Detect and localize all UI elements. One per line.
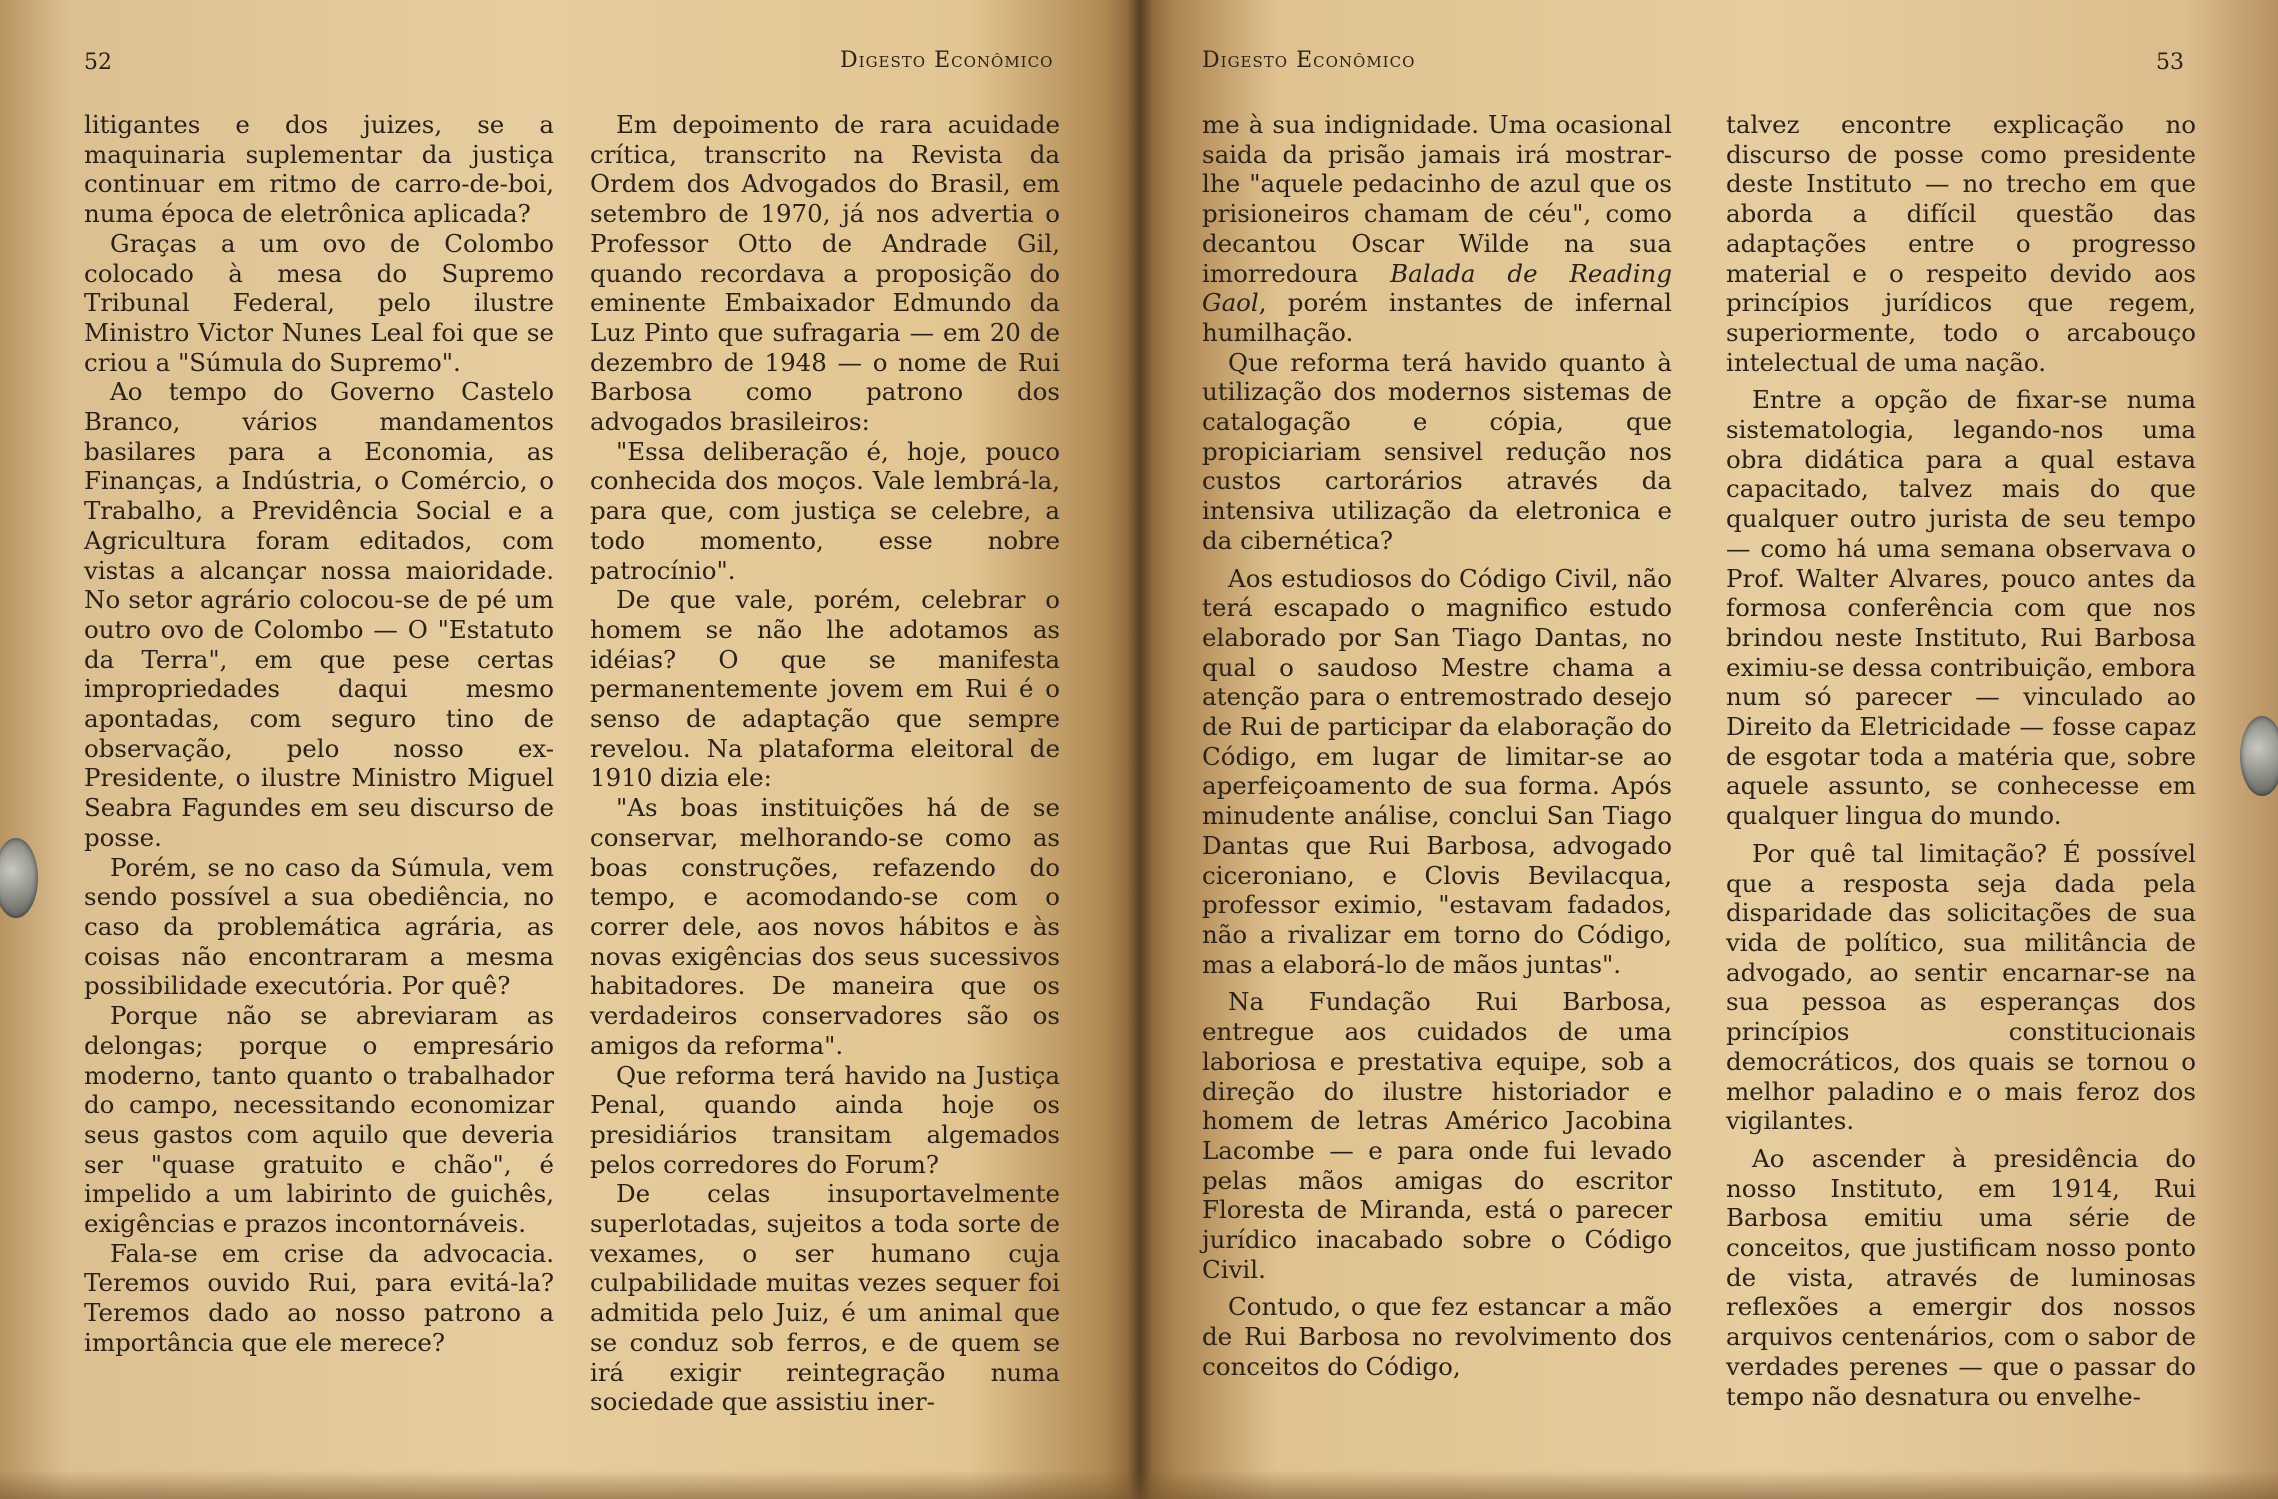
- right-running-header: Digesto Econômico: [1202, 48, 1416, 73]
- italic-title: Balada de Reading Gaol: [1202, 258, 1673, 318]
- right-column-2: [1726, 110, 2196, 1411]
- right-page-number: 53: [2156, 50, 2184, 75]
- right-column-1: [1202, 110, 1672, 1382]
- quote-paragraph: "Essa deliberação é, hoje, pouco conhecida dos moços. Vale lembrá-la, para que, com justiça se celebre, a todo momento, esse nobre patrocínio".: [590, 436, 1060, 585]
- paragraph: Em depoimento de rara acuidade crítica, transcrito na Revista da Ordem dos Advogados do Brasil, em setembro de 1970, já nos advertia o Professor Otto de Andrade Gil, quando recordava a proposição do eminente Embaixador Edmundo da Luz Pinto que sufragaria — em 20 de dezembro de 1948 — o nome de Rui Barbosa como patrono dos advogados brasileiros:: [590, 110, 1060, 437]
- paragraph: Ao ascender à presidência do nosso Instituto, em 1914, Rui Barbosa emitiu uma série de conceitos, que justificam nosso ponto de vista, através de luminosas reflexões a emergir dos nossos arquivos centenários, com o sabor de verdades perenes — que o passar do tempo não desnatura ou envelhe-: [1726, 1143, 2196, 1411]
- quote-paragraph: "As boas instituições há de se conservar, melhorando-se como as boas construções, refazendo do tempo, e acomodando-se com o correr dele, aos novos hábitos e às novas exigências dos seus sucessivos habitadores. De maneira que os verdadeiros conservadores são os amigos da reforma".: [590, 793, 1060, 1060]
- left-column-2: [590, 110, 1060, 1417]
- paragraph: Ao tempo do Governo Castelo Branco, vários mandamentos basilares para a Economia, as Finanças, a Indústria, o Comércio, o Trabalho, a Previdência Social e a Agricultura foram editados, com vistas a alcançar nossa maioridade. No setor agrário colocou-se de pé um outro ovo de Colombo — O "Estatuto da Terra", em que pese certas impropriedades daqui mesmo apontadas, com seguro tino de observação, pelo nosso ex-Presidente, o ilustre Ministro Miguel Seabra Fagundes em seu discurso de posse.: [84, 377, 554, 852]
- left-page-number: 52: [84, 50, 112, 75]
- paragraph: Graças a um ovo de Colombo colocado à mesa do Supremo Tribunal Federal, pelo ilustre Ministro Victor Nunes Leal foi que se criou a "Súmula do Supremo".: [84, 228, 554, 377]
- paragraph: litigantes e dos juizes, se a maquinaria suplementar da justiça continuar em ritmo de carro-de-boi, numa época de eletrônica aplicada?: [84, 110, 554, 229]
- paragraph: Por quê tal limitação? É possível que a resposta seja dada pela disparidade das solicitações de sua vida de político, sua militância de advogado, ao sentir encarnar-se na sua pessoa as esperanças dos princípios constitucionais democráticos, dos quais se tornou o melhor paladino e o mais feroz dos vigilantes.: [1726, 838, 2196, 1136]
- paragraph: Contudo, o que fez estancar a mão de Rui Barbosa no revolvimento dos conceitos do Código,: [1202, 1292, 1672, 1381]
- paragraph: Que reforma terá havido quanto à utilização dos modernos sistemas de catalogação e cópia, que propiciariam sensivel redução nos custos cartorários através da intensiva utilização da eletronica e da cibernética?: [1202, 347, 1672, 555]
- paragraph: De celas insuportavelmente superlotadas, sujeitos a toda sorte de vexames, o ser humano cuja culpabilidade muitas vezes sequer foi admitida pelo Juiz, é um animal que se conduz sob ferros, e de quem se irá exigir reintegração numa sociedade que assistiu iner-: [590, 1179, 1060, 1417]
- paragraph: Porém, se no caso da Súmula, vem sendo possível a sua obediência, no caso da problemática agrária, as coisas não encontraram a mesma possibilidade executória. Por quê?: [84, 852, 554, 1001]
- book-gutter: [1128, 0, 1152, 1499]
- paragraph: Porque não se abreviaram as delongas; porque o empresário moderno, tanto quanto o trabalhador do campo, necessitando economizar seus gastos com aquilo que deveria ser "quase gratuito e chão", é impelido a um labirinto de guichês, exigências e prazos incontornáveis.: [84, 1001, 554, 1239]
- text-run: me à sua indignidade. Uma ocasional saida da prisão jamais irá mostrar-lhe "aquele pedacinho de azul que os prisioneiros chamam de céu", como decantou Oscar Wilde na sua imorredoura: [1202, 110, 1672, 288]
- right-page: [1140, 0, 2278, 1499]
- paragraph: De que vale, porém, celebrar o homem se não lhe adotamos as idéias? O que se manifesta permanentemente jovem em Rui é o senso de adaptação que sempre revelou. Na plataforma eleitoral de 1910 dizia ele:: [590, 585, 1060, 793]
- binding-hole-left: [0, 838, 38, 918]
- page-bottom-edge: [0, 1470, 2278, 1499]
- binding-hole-right: [2240, 716, 2278, 796]
- paragraph: [1202, 110, 1672, 348]
- paragraph: Aos estudiosos do Código Civil, não terá escapado o magnifico estudo elaborado por San Tiago Dantas, no qual o saudoso Mestre chama a atenção para o entremostrado desejo de Rui de participar da elaboração do Código, em lugar de limitar-se ao aperfeiçoamento de sua forma. Após minudente análise, conclui San Tiago Dantas que Rui Barbosa, advogado ciceroniano, e Clovis Bevilacqua, professor eximio, "estavam fadados, não a rivalizar em torno do Código, mas a elaborá-lo de mãos juntas".: [1202, 563, 1672, 979]
- paragraph: talvez encontre explicação no discurso de posse como presidente deste Instituto — no trecho em que aborda a difícil questão das adaptações entre o progresso material e o respeito devido aos princípios jurídicos que regem, superiormente, todo o arcabouço intelectual de uma nação.: [1726, 110, 2196, 377]
- paragraph: Que reforma terá havido na Justiça Penal, quando ainda hoje os presidiários transitam algemados pelos corredores do Forum?: [590, 1060, 1060, 1179]
- text-run: , porém instantes de infernal humilhação.: [1202, 288, 1672, 347]
- paragraph: Fala-se em crise da advocacia. Teremos ouvido Rui, para evitá-la? Teremos dado ao nosso patrono a importância que ele merece?: [84, 1238, 554, 1357]
- paragraph: Na Fundação Rui Barbosa, entregue aos cuidados de uma laboriosa e prestativa equipe, sob a direção do ilustre historiador e homem de letras Américo Jacobina Lacombe — e para onde fui levado pelas mãos amigas do escritor Floresta de Miranda, está o parecer jurídico inacabado sobre o Código Civil.: [1202, 987, 1672, 1284]
- paragraph: Entre a opção de fixar-se numa sistematologia, legando-nos uma obra didática para a qual estava capacitado, talvez mais do que qualquer outro jurista de seu tempo — como há uma semana observava o Prof. Walter Alvares, pouco antes da formosa conferência com que nos brindou neste Instituto, Rui Barbosa eximiu-se dessa contribuição, embora num só parecer — vinculado ao Direito da Eletricidade — fosse capaz de esgotar toda a matéria que, sobre aquele assunto, se conhecesse em qualquer lingua do mundo.: [1726, 385, 2196, 831]
- left-column-1: [84, 110, 554, 1358]
- left-running-header: Digesto Econômico: [840, 48, 1054, 73]
